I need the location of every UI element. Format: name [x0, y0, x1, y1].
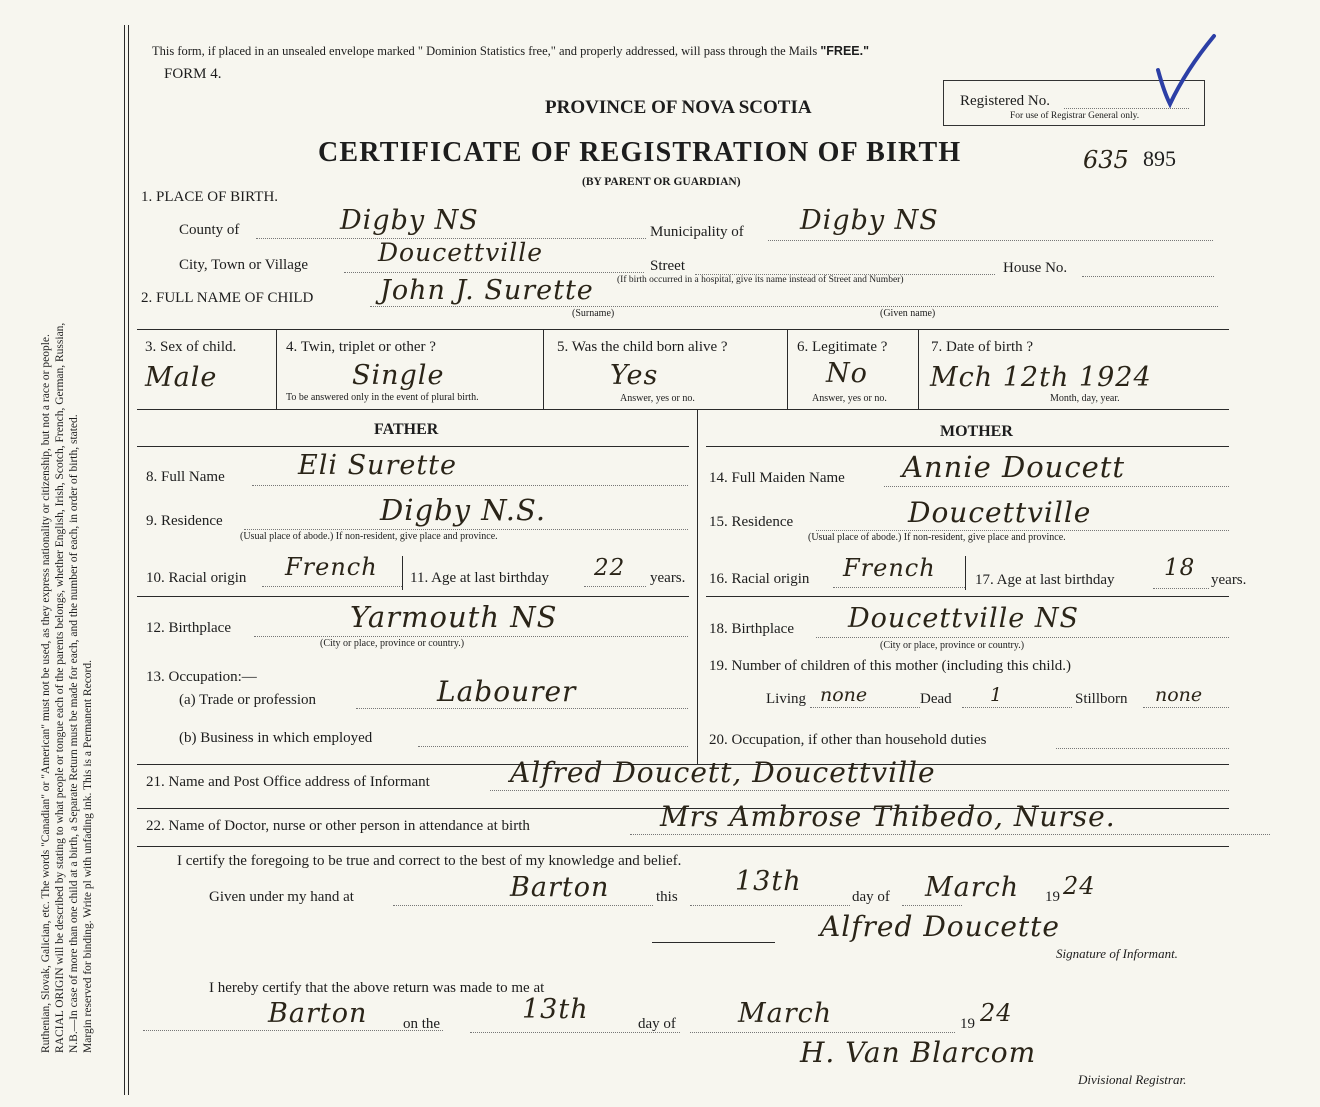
this-label: this [656, 889, 678, 905]
mother-birthplace-value: Doucettville NS [848, 603, 1079, 634]
father-racial-line [262, 586, 402, 587]
dead-value: 1 [990, 684, 1003, 706]
father-racial-value: French [285, 553, 378, 581]
margin-notes [39, 43, 95, 1053]
city-label: City, Town or Village [179, 257, 309, 273]
given-day-value: 13th [735, 866, 802, 897]
city-value: Doucettville [378, 238, 543, 267]
born-alive-label: 5. Was the child born alive ? [557, 339, 728, 355]
mother-name-line [884, 486, 1229, 487]
given-under-label: Given under my hand at [209, 889, 354, 905]
doctor-value: Mrs Ambrose Thibedo, Nurse. [660, 800, 1116, 833]
date-of-birth-label: 7. Date of birth ? [931, 339, 1034, 355]
born-alive-note: Answer, yes or no. [620, 393, 695, 404]
living-label: Living [766, 691, 806, 707]
mother-name-value: Annie Doucett [902, 450, 1126, 484]
business-line [418, 746, 688, 747]
div-registrar-label: Divisional Registrar. [1078, 1072, 1187, 1087]
house-line [1082, 276, 1214, 277]
rule-center [697, 409, 698, 764]
rule-top-grid [137, 329, 1229, 330]
day-of-label: day of [852, 889, 890, 905]
rule-mid-grid [137, 409, 1229, 410]
father-name-value: Eli Surette [298, 450, 458, 481]
dead-label: Dead [920, 691, 952, 707]
house-label: House No. [1003, 260, 1068, 276]
city-line [344, 272, 644, 273]
day-of-label-2: day of [638, 1016, 676, 1032]
trade-line [356, 708, 688, 709]
rule-m-age [965, 556, 966, 590]
date-note: Month, day, year. [1050, 393, 1120, 404]
county-value: Digby NS [340, 205, 479, 236]
surname-note: (Surname) [572, 308, 615, 319]
dead-line [962, 707, 1072, 708]
father-name-line [252, 485, 688, 486]
rule-f-birth [137, 596, 689, 597]
sig-informant-label: Signature of Informant. [1056, 946, 1178, 961]
given-month-line [902, 905, 962, 906]
rule-sig-left [652, 942, 775, 943]
mother-abode-note: (Usual place of abode.) If non-resident, give place and province. [808, 532, 1066, 543]
twin-value: Single [352, 360, 445, 391]
full-name-child-label: 2. FULL NAME OF CHILD [141, 290, 314, 306]
registered-no-label: Registered No. [960, 93, 1050, 109]
province-title: PROVINCE OF NOVA SCOTIA [545, 97, 812, 118]
father-birthplace-label: 12. Birthplace [146, 620, 231, 636]
father-city-note: (City or place, province or country.) [320, 638, 465, 649]
father-residence-value: Digby N.S. [380, 493, 547, 527]
father-years-label: years. [650, 570, 686, 586]
doctor-label: 22. Name of Doctor, nurse or other person in attendance at birth [146, 818, 530, 834]
certificate-title: CERTIFICATE OF REGISTRATION OF BIRTH [318, 137, 962, 168]
legitimate-note: Answer, yes or no. [812, 393, 887, 404]
given-at-line [393, 905, 653, 906]
rule-doctor [137, 846, 1229, 847]
margin-line-2: N.B.—In case of more than one child at a birth, a Separate Return must be made for each, and the number of each, in order of birth, stated. [68, 414, 80, 1053]
father-birthplace-value: Yarmouth NS [350, 600, 558, 634]
binding-rule [124, 25, 125, 1095]
margin-line-1: Margin reserved for binding. Write pl with unfading ink. This is a Permanent Record. [82, 659, 94, 1053]
father-residence-label: 9. Residence [146, 513, 223, 529]
child-name-line [370, 306, 1218, 307]
certificate-subtitle: (BY PARENT OR GUARDIAN) [582, 176, 741, 188]
mother-name-label: 14. Full Maiden Name [709, 470, 845, 486]
given-name-note: (Given name) [880, 308, 936, 319]
place-of-birth-label: 1. PLACE OF BIRTH. [141, 189, 279, 205]
business-label: (b) Business in which employed [179, 730, 373, 746]
mother-birthplace-line [816, 637, 1229, 638]
on-the-label: on the [403, 1016, 441, 1032]
mother-age-value: 18 [1164, 555, 1196, 581]
certify-text: I certify the foregoing to be true and correct to the best of my knowledge and belief. [177, 853, 682, 869]
rule-v2 [543, 329, 544, 409]
mother-occupation-line [1056, 748, 1229, 749]
blue-checkmark-icon [1150, 30, 1220, 112]
mother-city-note: (City or place, province or country.) [880, 640, 1025, 651]
margin-line-3: RACIAL ORIGIN will be described by stating to what people or tongue each of the parents belongs, whether English, Irish, Scotch, French, German, Russian, [54, 322, 66, 1053]
reg-number-stamped: 895 [1143, 146, 1176, 171]
county-label: County of [179, 222, 240, 238]
mail-note-line [152, 44, 869, 59]
year-prefix-label-2: 19 [960, 1016, 975, 1032]
rule-f-age [402, 556, 403, 590]
made-year-value: 24 [980, 999, 1013, 1027]
father-age-line [584, 586, 646, 587]
informant-label: 21. Name and Post Office address of Informant [146, 774, 430, 790]
informant-value: Alfred Doucett, Doucettville [510, 756, 936, 789]
municipality-label: Municipality of [650, 224, 744, 240]
hereby-text: I hereby certify that the above return was made to me at [209, 980, 545, 996]
mother-residence-value: Doucettville [908, 496, 1092, 529]
mail-free: "FREE." [820, 44, 870, 58]
mother-residence-label: 15. Residence [709, 514, 794, 530]
mother-age-line [1153, 588, 1209, 589]
living-line [810, 707, 920, 708]
given-at-value: Barton [510, 872, 610, 903]
rule-father [137, 446, 689, 447]
mother-occupation-label: 20. Occupation, if other than household duties [709, 732, 987, 748]
made-at-line [143, 1030, 443, 1031]
informant-line [490, 790, 1229, 791]
mother-racial-value: French [843, 554, 936, 582]
mother-years-label: years. [1211, 572, 1247, 588]
occupation-label: 13. Occupation:— [146, 669, 257, 685]
rule-mother [706, 446, 1229, 447]
father-heading: FATHER [374, 421, 439, 438]
made-month-line [690, 1032, 955, 1033]
given-month-value: March [925, 872, 1020, 903]
mother-racial-label: 16. Racial origin [709, 571, 810, 587]
stillborn-label: Stillborn [1075, 691, 1128, 707]
reg-number-handwritten: 635 [1083, 146, 1129, 174]
given-year-value: 24 [1063, 872, 1096, 900]
legitimate-label: 6. Legitimate ? [797, 339, 888, 355]
binding-rule-2 [128, 25, 129, 1095]
municipality-value: Digby NS [800, 205, 939, 236]
made-at-value: Barton [268, 998, 368, 1029]
registrar-signature: H. Van Blarcom [800, 1036, 1037, 1069]
father-age-value: 22 [594, 555, 626, 581]
father-residence-line [244, 529, 688, 530]
sex-label: 3. Sex of child. [145, 339, 237, 355]
born-alive-value: Yes [610, 360, 659, 391]
child-name-value: John J. Surette [380, 275, 594, 306]
mail-note: This form, if placed in an unsealed envelope marked " Dominion Statistics free," and properly addressed, will pass through the Mails [152, 44, 818, 58]
hospital-note: (If birth occurred in a hospital, give its name instead of Street and Number) [617, 275, 904, 285]
father-birthplace-line [254, 636, 688, 637]
rule-v1 [276, 329, 277, 409]
registered-no-note: For use of Registrar General only. [1010, 111, 1140, 121]
stillborn-line [1143, 707, 1229, 708]
stillborn-value: none [1155, 684, 1203, 706]
given-day-line [690, 905, 850, 906]
mother-birthplace-label: 18. Birthplace [709, 621, 794, 637]
made-month-value: March [738, 998, 833, 1029]
rule-v4 [918, 329, 919, 409]
made-day-value: 13th [522, 994, 589, 1025]
margin-line-4: Ruthenian, Slovak, Galician, etc. The words "Canadian" or "American" must not be used, as they express nationality or citizenship, but not a race or people. [40, 334, 52, 1053]
mother-racial-line [833, 587, 965, 588]
legitimate-value: No [826, 358, 868, 389]
trade-value: Labourer [437, 675, 577, 708]
father-name-label: 8. Full Name [146, 469, 225, 485]
father-abode-note: (Usual place of abode.) If non-resident, give place and province. [240, 531, 498, 542]
doctor-line [630, 834, 1270, 835]
rule-v3 [787, 329, 788, 409]
informant-signature: Alfred Doucette [820, 910, 1060, 943]
rule-m-birth [706, 596, 1229, 597]
twin-note: To be answered only in the event of plural birth. [286, 392, 479, 403]
mother-heading: MOTHER [940, 423, 1013, 440]
living-value: none [820, 684, 868, 706]
mother-residence-line [816, 530, 1229, 531]
street-label: Street [650, 258, 685, 274]
sex-value: Male [145, 362, 218, 393]
father-age-label: 11. Age at last birthday [410, 570, 549, 586]
trade-label: (a) Trade or profession [179, 692, 317, 708]
year-prefix-label: 19 [1045, 889, 1060, 905]
form-number: FORM 4. [164, 66, 222, 82]
children-label: 19. Number of children of this mother (including this child.) [709, 658, 1072, 674]
father-racial-label: 10. Racial origin [146, 570, 247, 586]
twin-label: 4. Twin, triplet or other ? [286, 339, 436, 355]
municipality-line [768, 240, 1213, 241]
date-of-birth-value: Mch 12th 1924 [930, 362, 1152, 393]
mother-age-label: 17. Age at last birthday [975, 572, 1115, 588]
